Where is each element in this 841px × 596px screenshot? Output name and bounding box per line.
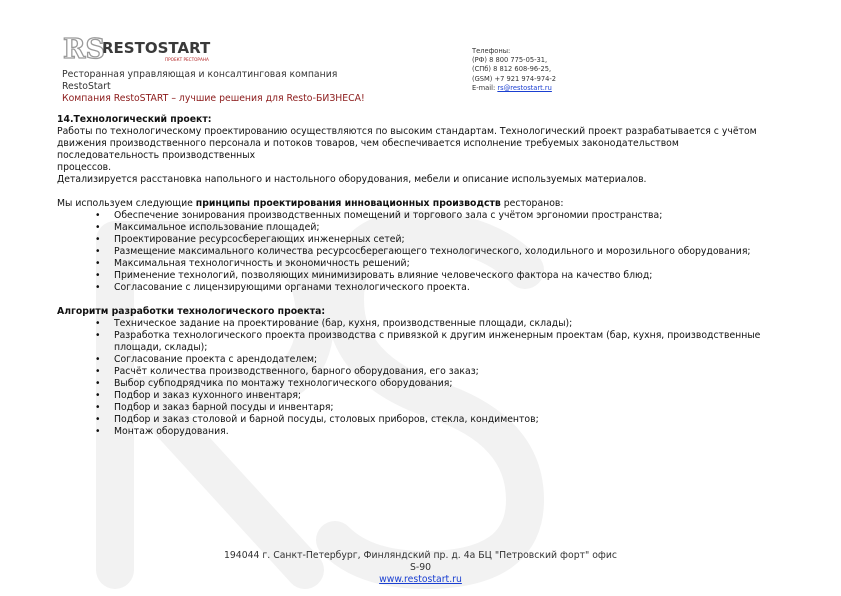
section1-paragraph1: Работы по технологическому проектированию осуществляются по высоким стандартам. Технологический проект разрабатывается с учётом движения производственного персонала и потоков товаров, чем обеспечивается исполнение требуемых законодательством последовательность производственных	[57, 126, 757, 161]
list-item: • Подбор и заказ столовой и барной посуды, столовых приборов, стекла, кондиментов;	[57, 414, 775, 426]
footer-address-line1: 194044 г. Санкт-Петербург, Финляндский пр. д. 4а БЦ "Петровский форт" офис	[223, 550, 618, 561]
list-item: • Проектирование ресурсосберегающих инженерных сетей;	[57, 234, 775, 246]
section1-heading: 14.Технологический проект:	[57, 114, 212, 125]
section3-heading: Алгоритм разработки технологического проекта:	[57, 306, 326, 317]
section2-intro-post: ресторанов:	[500, 198, 564, 209]
list-item: • Расчёт количества производственного, барного оборудования, его заказ;	[57, 366, 775, 378]
list-item: • Размещение максимального количества ресурсосберегающего технологического, холодильного и морозильного оборудования;	[57, 246, 775, 258]
logo-mark: RS	[63, 34, 105, 64]
list-item: • Разработка технологического проекта производства с привязкой к другим инженерным проектам (бар, кухня, производственные площади, склады);	[57, 330, 775, 354]
restostart-logo	[62, 34, 232, 64]
list-item: • Техническое задание на проектирование (бар, кухня, производственные площади, склады);	[57, 318, 775, 330]
company-tagline: Компания RestoSTART – лучшие решения для Resto-БИЗНЕСА!	[62, 93, 365, 104]
phone-1: (РФ) 8 800 775-05-31,	[472, 56, 548, 65]
main-content	[57, 114, 775, 438]
footer-website-link[interactable]: www.restostart.ru	[379, 574, 462, 585]
list-item: • Согласование с лицензирующими органами технологического проекта.	[57, 282, 775, 294]
section2-intro	[57, 198, 775, 210]
contacts-title: Телефоны:	[472, 47, 511, 55]
logo-tagline: ПРОЕКТ РЕСТОРАНА	[165, 57, 209, 62]
list-item: • Обеспечение зонирования производственных помещений и торгового зала с учётом эргономии пространства;	[57, 210, 775, 222]
list-item: • Монтаж оборудования.	[57, 426, 775, 438]
list-item: • Применение технологий, позволяющих минимизировать влияние человеческого фактора на качество блюд;	[57, 270, 775, 282]
list-item: • Подбор и заказ кухонного инвентаря;	[57, 390, 775, 402]
footer-address-line2: S-90	[409, 562, 432, 573]
list-item: • Выбор субподрядчика по монтажу технологического оборудования;	[57, 378, 775, 390]
list-item: • Максимальное использование площадей;	[57, 222, 775, 234]
section1-paragraph1-tail: процессов.	[57, 162, 112, 173]
company-line2: RestoStart	[62, 81, 111, 92]
email-link[interactable]: rs@restostart.ru	[497, 83, 552, 92]
contacts-block	[472, 47, 556, 93]
section2-intro-bold: принципы проектирования инновационных производств	[195, 198, 501, 209]
logo-brand: RESTOSTART	[102, 39, 211, 57]
email-line	[472, 84, 556, 93]
phone-3: (GSM) +7 921 974-974-2	[472, 74, 557, 83]
email-label: E-mail:	[472, 83, 498, 92]
principles-list	[57, 210, 775, 294]
company-line1: Ресторанная управляющая и консалтинговая компания	[62, 69, 338, 80]
section2-intro-pre: Мы используем следующие	[57, 198, 196, 209]
list-item: • Подбор и заказ барной посуды и инвентаря;	[57, 402, 775, 414]
algorithm-list	[57, 318, 775, 438]
section1-paragraph2: Детализируется расстановка напольного и настольного оборудования, мебели и описание используемых материалов.	[57, 174, 647, 185]
list-item: • Согласование проекта с арендодателем;	[57, 354, 775, 366]
list-item: • Максимальная технологичность и экономичность решений;	[57, 258, 775, 270]
phone-2: (СПб) 8 812 608-96-25,	[472, 65, 552, 74]
footer	[0, 550, 841, 586]
company-block	[62, 69, 365, 105]
